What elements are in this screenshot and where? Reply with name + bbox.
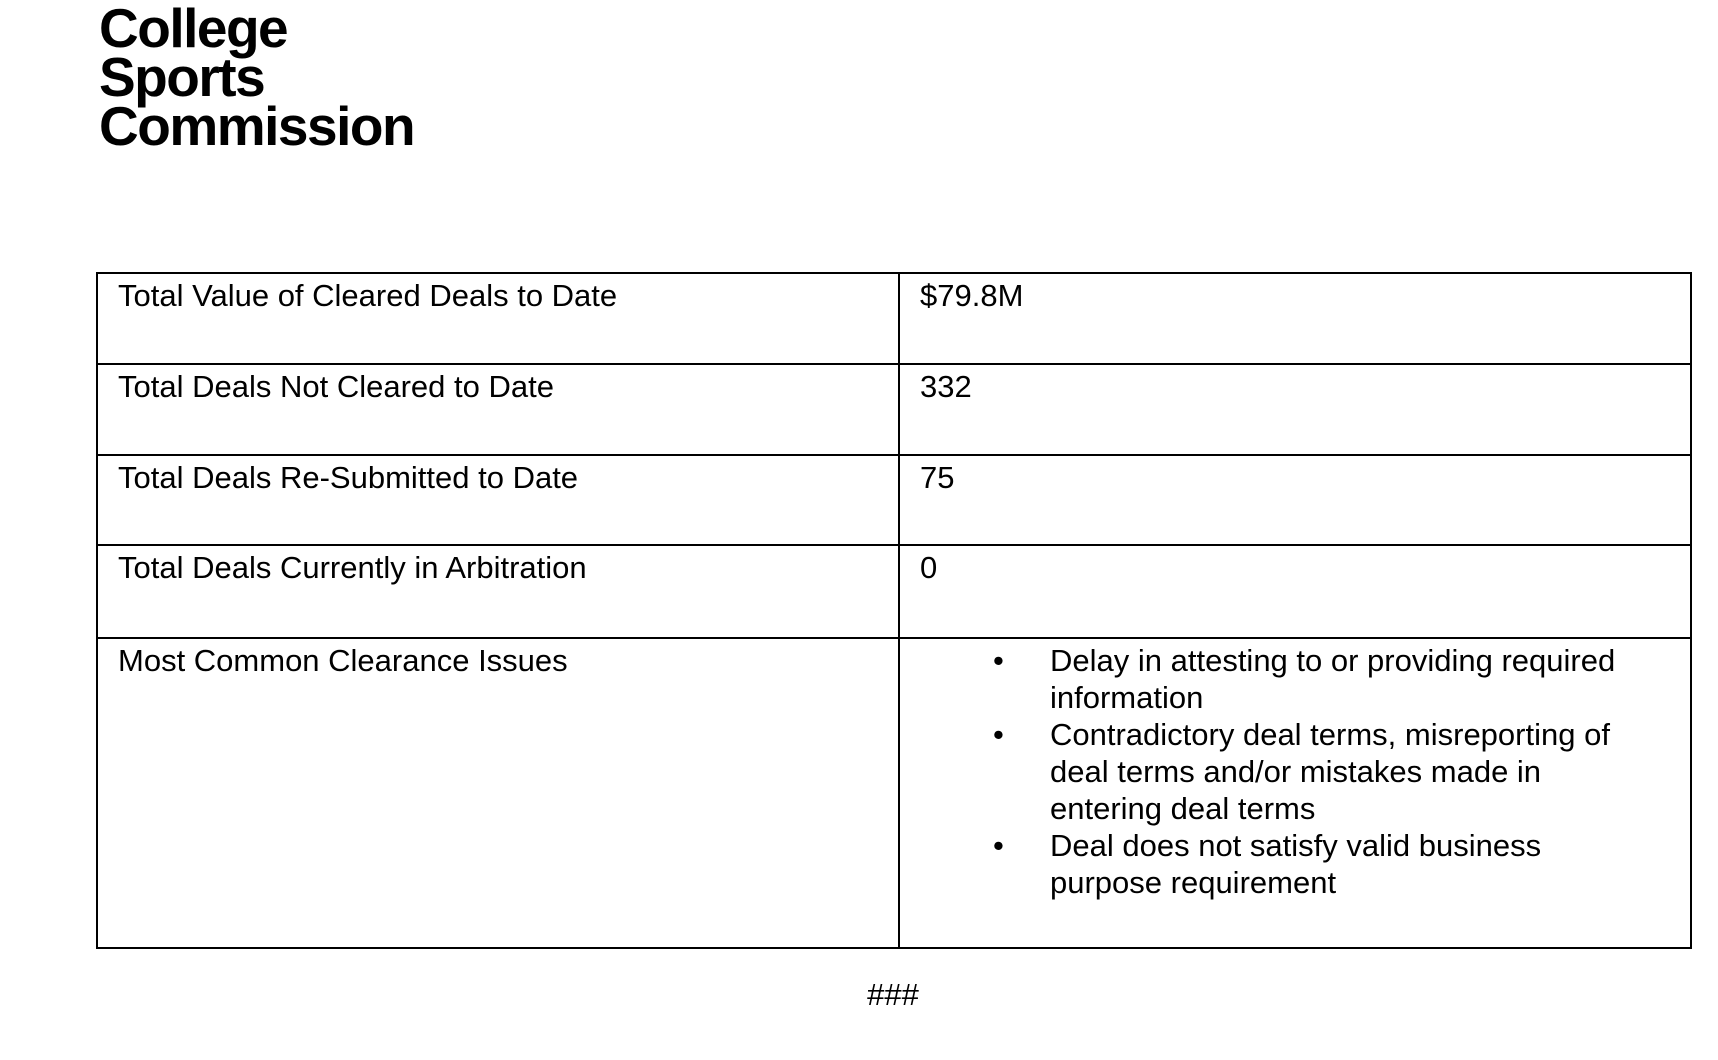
clearance-stats-table [96,272,1692,949]
logo-line: Sports [99,46,265,108]
clearance-issue-text: Deal does not satisfy valid business purpose requirement [1050,828,1542,900]
clearance-issue-text: Contradictory deal terms, misreporting of deal terms and/or mistakes made in entering deal terms [1050,717,1610,826]
stat-row-total-cleared-value [97,273,1691,364]
clearance-issue-item [920,642,1635,716]
stat-label: Most Common Clearance Issues [97,638,899,948]
bullet-icon: • [993,828,1004,863]
college-sports-commission-logo [99,0,415,157]
stat-value: 75 [899,455,1691,545]
bullet-icon: • [993,717,1004,752]
stat-row-deals-resubmitted [97,455,1691,545]
stat-value: 0 [899,545,1691,638]
stat-label: Total Deals Currently in Arbitration [97,545,899,638]
logo-line: College [99,0,288,59]
bullet-icon: • [993,643,1004,678]
stat-row-deals-in-arbitration [97,545,1691,638]
stat-value: 332 [899,364,1691,455]
clearance-issue-text: Delay in attesting to or providing required information [1050,643,1616,715]
stat-label: Total Deals Re-Submitted to Date [97,455,899,545]
clearance-issue-item [920,827,1635,901]
clearance-issues-cell [899,638,1691,948]
clearance-issues-list [920,642,1635,901]
stat-row-deals-not-cleared [97,364,1691,455]
stat-label: Total Deals Not Cleared to Date [97,364,899,455]
logo-line: Commission [99,95,415,157]
stat-row-common-clearance-issues [97,638,1691,948]
stat-label: Total Value of Cleared Deals to Date [97,273,899,364]
stat-value: $79.8M [899,273,1691,364]
clearance-issue-item [920,716,1635,827]
end-mark: ### [867,977,919,1012]
